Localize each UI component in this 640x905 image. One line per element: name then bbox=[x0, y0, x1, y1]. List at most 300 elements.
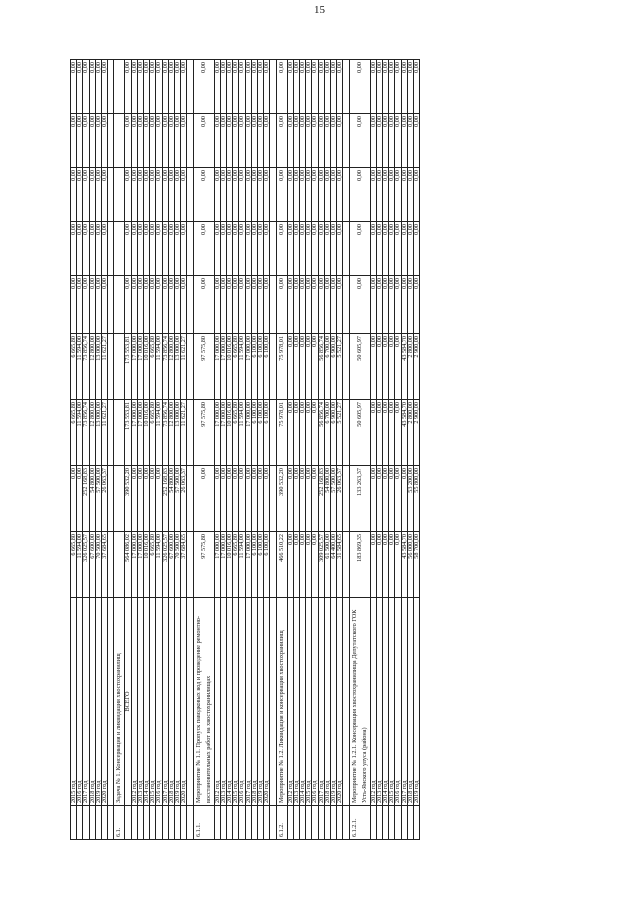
value-cell: 0,00 bbox=[168, 276, 174, 334]
value-cell: 0,00 bbox=[401, 114, 407, 168]
value-cell: 17 000,00 bbox=[245, 334, 251, 400]
value-cell: 11 594,00 bbox=[156, 400, 162, 466]
value-cell: 0,00 bbox=[144, 466, 150, 532]
value-cell: 0,00 bbox=[239, 60, 245, 114]
value-cell: 0,00 bbox=[181, 60, 187, 114]
value-cell: 0,00 bbox=[245, 222, 251, 276]
value-cell: 0,00 bbox=[383, 400, 389, 466]
row-label: 2015 год bbox=[389, 598, 395, 806]
value-cell: 73 856,74 bbox=[162, 334, 168, 400]
value-cell: 0,00 bbox=[162, 222, 168, 276]
value-cell: 252 168,83 bbox=[83, 466, 89, 532]
row-label: 2018 год bbox=[251, 598, 257, 806]
value-cell: 0,00 bbox=[168, 60, 174, 114]
value-cell: 6 665,80 bbox=[71, 334, 77, 400]
value-cell: 0,00 bbox=[258, 222, 264, 276]
row-label: 2013 год bbox=[376, 598, 382, 806]
value-cell: 10 016,00 bbox=[227, 400, 233, 466]
row-label: Мероприятие № 1.2.1. Консервация хвостохранилища Депутатского ГОК Усть-Янского улуса (района) bbox=[349, 598, 370, 806]
value-cell: 0,00 bbox=[376, 532, 382, 598]
value-cell: 2 900,00 bbox=[414, 334, 420, 400]
value-cell: 0,00 bbox=[389, 334, 395, 400]
value-cell: 0,00 bbox=[175, 276, 181, 334]
value-cell: 0,00 bbox=[77, 60, 83, 114]
row-label: 2019 год bbox=[331, 598, 337, 806]
value-cell: 0,00 bbox=[156, 114, 162, 168]
value-cell bbox=[114, 532, 125, 598]
row-label: ВСЕГО bbox=[125, 598, 131, 806]
value-cell: 0,00 bbox=[331, 222, 337, 276]
value-cell: 0,00 bbox=[383, 114, 389, 168]
value-cell: 0,00 bbox=[306, 334, 312, 400]
value-cell: 0,00 bbox=[131, 466, 137, 532]
value-cell: 0,00 bbox=[131, 222, 137, 276]
value-cell: 0,00 bbox=[214, 60, 220, 114]
section-row bbox=[193, 60, 214, 840]
value-cell: 70 500,00 bbox=[175, 532, 181, 598]
value-cell: 6 100,00 bbox=[258, 532, 264, 598]
budget-table bbox=[70, 59, 420, 840]
row-label: 2017 год bbox=[245, 598, 251, 806]
value-cell: 54 800,00 bbox=[168, 466, 174, 532]
row-label: 2015 год bbox=[71, 598, 77, 806]
value-cell: 0,00 bbox=[370, 334, 376, 400]
value-cell: 466 510,22 bbox=[276, 532, 287, 598]
value-cell bbox=[114, 168, 125, 222]
value-cell: 0,00 bbox=[251, 276, 257, 334]
value-cell: 17 000,00 bbox=[131, 532, 137, 598]
value-cell: 11 594,00 bbox=[239, 532, 245, 598]
row-label: 2019 год bbox=[175, 598, 181, 806]
value-cell: 564 086,02 bbox=[125, 532, 131, 598]
value-cell: 0,00 bbox=[306, 222, 312, 276]
value-cell: 0,00 bbox=[233, 60, 239, 114]
value-cell: 0,00 bbox=[324, 222, 330, 276]
value-cell: 0,00 bbox=[293, 276, 299, 334]
value-cell: 0,00 bbox=[89, 276, 95, 334]
value-cell: 0,00 bbox=[349, 276, 370, 334]
value-cell: 0,00 bbox=[144, 114, 150, 168]
value-cell bbox=[114, 222, 125, 276]
value-cell: 0,00 bbox=[239, 114, 245, 168]
value-cell: 0,00 bbox=[407, 60, 413, 114]
value-cell: 0,00 bbox=[312, 168, 318, 222]
value-cell: 252 168,83 bbox=[318, 466, 324, 532]
value-cell: 0,00 bbox=[214, 168, 220, 222]
value-cell: 0,00 bbox=[175, 114, 181, 168]
value-cell: 6 665,80 bbox=[71, 400, 77, 466]
value-cell: 50 605,97 bbox=[349, 334, 370, 400]
section-row bbox=[114, 60, 125, 840]
row-label: 2015 год bbox=[233, 598, 239, 806]
value-cell: 0,00 bbox=[383, 276, 389, 334]
value-cell: 11 594,00 bbox=[239, 400, 245, 466]
value-cell: 0,00 bbox=[300, 276, 306, 334]
value-cell: 0,00 bbox=[220, 114, 226, 168]
value-cell: 0,00 bbox=[251, 222, 257, 276]
row-label: 2018 год bbox=[89, 598, 95, 806]
value-cell: 0,00 bbox=[245, 276, 251, 334]
row-label: 2019 год bbox=[258, 598, 264, 806]
value-cell: 0,00 bbox=[251, 168, 257, 222]
value-cell: 57 500,00 bbox=[95, 466, 101, 532]
value-cell: 173 553,81 bbox=[125, 334, 131, 400]
value-cell: 0,00 bbox=[137, 276, 143, 334]
value-cell: 0,00 bbox=[401, 466, 407, 532]
value-cell: 0,00 bbox=[125, 114, 131, 168]
value-cell: 326 025,57 bbox=[83, 532, 89, 598]
value-cell: 0,00 bbox=[137, 466, 143, 532]
value-cell: 17 000,00 bbox=[214, 532, 220, 598]
value-cell: 0,00 bbox=[383, 222, 389, 276]
value-cell: 0,00 bbox=[389, 60, 395, 114]
value-cell: 11 621,27 bbox=[181, 334, 187, 400]
row-label: 2018 год bbox=[324, 598, 330, 806]
value-cell: 0,00 bbox=[233, 276, 239, 334]
value-cell: 0,00 bbox=[258, 168, 264, 222]
value-cell: 13 000,00 bbox=[175, 400, 181, 466]
value-cell: 0,00 bbox=[395, 466, 401, 532]
value-cell: 0,00 bbox=[300, 466, 306, 532]
value-cell: 54 800,00 bbox=[324, 466, 330, 532]
value-cell: 6 100,00 bbox=[251, 532, 257, 598]
value-cell: 0,00 bbox=[95, 60, 101, 114]
value-cell: 0,00 bbox=[245, 168, 251, 222]
value-cell: 0,00 bbox=[276, 222, 287, 276]
value-cell: 0,00 bbox=[376, 222, 382, 276]
value-cell: 11 621,27 bbox=[102, 334, 108, 400]
value-cell: 0,00 bbox=[144, 168, 150, 222]
value-cell: 0,00 bbox=[77, 466, 83, 532]
value-cell: 58 700,00 bbox=[414, 532, 420, 598]
value-cell: 0,00 bbox=[181, 168, 187, 222]
value-cell: 0,00 bbox=[251, 466, 257, 532]
value-cell: 0,00 bbox=[264, 60, 270, 114]
value-cell: 11 594,00 bbox=[77, 400, 83, 466]
value-cell: 11 594,00 bbox=[77, 334, 83, 400]
value-cell: 0,00 bbox=[71, 222, 77, 276]
value-cell: 0,00 bbox=[95, 168, 101, 222]
value-cell: 6 900,00 bbox=[331, 400, 337, 466]
value-cell: 50 605,97 bbox=[349, 400, 370, 466]
value-cell: 173 553,81 bbox=[125, 400, 131, 466]
value-cell: 6 100,00 bbox=[251, 400, 257, 466]
value-cell: 55 800,00 bbox=[414, 466, 420, 532]
value-cell: 0,00 bbox=[401, 60, 407, 114]
row-label: 2012 год bbox=[370, 598, 376, 806]
value-cell: 0,00 bbox=[193, 114, 214, 168]
value-cell: 0,00 bbox=[300, 114, 306, 168]
value-cell: 13 000,00 bbox=[95, 400, 101, 466]
value-cell: 6 665,80 bbox=[233, 400, 239, 466]
value-cell: 0,00 bbox=[287, 60, 293, 114]
row-label: 2018 год bbox=[407, 598, 413, 806]
value-cell: 0,00 bbox=[324, 168, 330, 222]
value-cell: 0,00 bbox=[227, 60, 233, 114]
value-cell: 17 000,00 bbox=[245, 400, 251, 466]
value-cell: 0,00 bbox=[258, 114, 264, 168]
row-code: 6.1.2.1. bbox=[349, 806, 370, 840]
value-cell: 0,00 bbox=[131, 168, 137, 222]
row-label: 2018 год bbox=[168, 598, 174, 806]
value-cell: 0,00 bbox=[77, 168, 83, 222]
value-cell: 0,00 bbox=[162, 114, 168, 168]
value-cell: 0,00 bbox=[293, 400, 299, 466]
value-cell: 0,00 bbox=[331, 60, 337, 114]
value-cell: 2 800,00 bbox=[407, 400, 413, 466]
value-cell: 0,00 bbox=[395, 222, 401, 276]
value-cell: 0,00 bbox=[125, 60, 131, 114]
value-cell: 0,00 bbox=[383, 466, 389, 532]
value-cell bbox=[114, 400, 125, 466]
value-cell: 53 200,00 bbox=[407, 466, 413, 532]
section-row bbox=[349, 60, 370, 840]
value-cell: 0,00 bbox=[89, 222, 95, 276]
value-cell: 0,00 bbox=[318, 114, 324, 168]
value-cell: 0,00 bbox=[376, 114, 382, 168]
value-cell: 0,00 bbox=[125, 222, 131, 276]
value-cell: 37 684,65 bbox=[181, 532, 187, 598]
value-cell: 6 700,00 bbox=[324, 334, 330, 400]
value-cell: 0,00 bbox=[376, 466, 382, 532]
value-cell: 0,00 bbox=[251, 114, 257, 168]
value-cell: 73 856,74 bbox=[83, 334, 89, 400]
value-cell: 390 532,20 bbox=[125, 466, 131, 532]
value-cell: 0,00 bbox=[245, 60, 251, 114]
value-cell: 0,00 bbox=[312, 222, 318, 276]
value-cell: 0,00 bbox=[239, 168, 245, 222]
value-cell: 0,00 bbox=[383, 532, 389, 598]
value-cell: 0,00 bbox=[395, 168, 401, 222]
value-cell: 0,00 bbox=[376, 168, 382, 222]
value-cell bbox=[114, 466, 125, 532]
value-cell: 0,00 bbox=[312, 60, 318, 114]
value-cell: 0,00 bbox=[331, 276, 337, 334]
value-cell: 0,00 bbox=[239, 276, 245, 334]
value-cell: 11 621,27 bbox=[181, 400, 187, 466]
value-cell: 326 025,57 bbox=[162, 532, 168, 598]
value-cell: 0,00 bbox=[150, 466, 156, 532]
value-cell: 0,00 bbox=[376, 60, 382, 114]
value-cell: 97 575,80 bbox=[193, 334, 214, 400]
value-cell bbox=[114, 114, 125, 168]
row-label: 2015 год bbox=[306, 598, 312, 806]
value-cell: 390 532,20 bbox=[276, 466, 287, 532]
value-cell: 0,00 bbox=[389, 466, 395, 532]
value-cell: 0,00 bbox=[376, 276, 382, 334]
value-cell: 6 100,00 bbox=[264, 334, 270, 400]
value-cell: 0,00 bbox=[306, 466, 312, 532]
value-cell: 0,00 bbox=[181, 222, 187, 276]
value-cell: 17 000,00 bbox=[214, 334, 220, 400]
value-cell: 0,00 bbox=[407, 222, 413, 276]
value-cell: 309 025,57 bbox=[318, 532, 324, 598]
value-cell: 0,00 bbox=[331, 168, 337, 222]
value-cell: 0,00 bbox=[370, 222, 376, 276]
value-cell: 0,00 bbox=[287, 114, 293, 168]
row-label: 2019 год bbox=[414, 598, 420, 806]
value-cell: 73 856,74 bbox=[83, 400, 89, 466]
value-cell: 0,00 bbox=[214, 114, 220, 168]
value-cell: 26 063,37 bbox=[181, 466, 187, 532]
value-cell: 0,00 bbox=[264, 466, 270, 532]
value-cell: 67 600,00 bbox=[168, 532, 174, 598]
value-cell: 0,00 bbox=[220, 60, 226, 114]
value-cell: 0,00 bbox=[395, 532, 401, 598]
value-cell: 6 100,00 bbox=[251, 334, 257, 400]
value-cell: 0,00 bbox=[401, 222, 407, 276]
value-cell: 10 016,00 bbox=[144, 532, 150, 598]
value-cell: 0,00 bbox=[300, 532, 306, 598]
value-cell: 0,00 bbox=[227, 168, 233, 222]
value-cell: 0,00 bbox=[71, 60, 77, 114]
value-cell: 0,00 bbox=[227, 222, 233, 276]
value-cell: 17 000,00 bbox=[131, 400, 137, 466]
value-cell: 0,00 bbox=[162, 60, 168, 114]
value-cell: 37 684,65 bbox=[102, 532, 108, 598]
value-cell: 6 100,00 bbox=[264, 532, 270, 598]
value-cell: 10 016,00 bbox=[227, 532, 233, 598]
value-cell: 0,00 bbox=[193, 276, 214, 334]
value-cell: 0,00 bbox=[318, 222, 324, 276]
value-cell: 0,00 bbox=[102, 168, 108, 222]
value-cell: 57 500,00 bbox=[175, 466, 181, 532]
value-cell: 252 168,83 bbox=[162, 466, 168, 532]
row-label: 2013 год bbox=[293, 598, 299, 806]
value-cell: 0,00 bbox=[401, 276, 407, 334]
value-cell: 0,00 bbox=[287, 400, 293, 466]
value-cell: 0,00 bbox=[349, 114, 370, 168]
value-cell: 0,00 bbox=[71, 466, 77, 532]
value-cell: 0,00 bbox=[293, 466, 299, 532]
row-label: 2017 год bbox=[401, 598, 407, 806]
row-code: 6.1. bbox=[114, 806, 125, 840]
value-cell: 0,00 bbox=[227, 466, 233, 532]
value-cell: 0,00 bbox=[102, 222, 108, 276]
value-cell: 0,00 bbox=[220, 222, 226, 276]
value-cell: 0,00 bbox=[276, 114, 287, 168]
value-cell: 0,00 bbox=[401, 168, 407, 222]
value-cell: 0,00 bbox=[89, 60, 95, 114]
value-cell: 6 665,80 bbox=[150, 400, 156, 466]
value-cell: 0,00 bbox=[162, 168, 168, 222]
value-cell: 0,00 bbox=[83, 276, 89, 334]
value-cell: 0,00 bbox=[233, 466, 239, 532]
value-cell: 0,00 bbox=[293, 222, 299, 276]
value-cell: 5 521,27 bbox=[337, 334, 343, 400]
value-cell: 0,00 bbox=[150, 168, 156, 222]
value-cell: 0,00 bbox=[168, 222, 174, 276]
value-cell: 0,00 bbox=[300, 168, 306, 222]
value-cell: 0,00 bbox=[245, 114, 251, 168]
value-cell: 0,00 bbox=[264, 168, 270, 222]
value-cell: 0,00 bbox=[395, 114, 401, 168]
value-cell: 0,00 bbox=[337, 222, 343, 276]
value-cell: 0,00 bbox=[144, 60, 150, 114]
value-cell: 0,00 bbox=[102, 276, 108, 334]
row-label: 2016 год bbox=[395, 598, 401, 806]
value-cell: 56 856,74 bbox=[318, 334, 324, 400]
value-cell bbox=[114, 334, 125, 400]
value-cell: 43 584,70 bbox=[401, 532, 407, 598]
value-cell: 0,00 bbox=[276, 168, 287, 222]
value-cell: 0,00 bbox=[389, 276, 395, 334]
value-cell: 0,00 bbox=[214, 466, 220, 532]
value-cell: 0,00 bbox=[102, 114, 108, 168]
value-cell: 0,00 bbox=[137, 60, 143, 114]
value-cell: 0,00 bbox=[324, 60, 330, 114]
value-cell: 0,00 bbox=[258, 60, 264, 114]
value-cell: 6 665,80 bbox=[150, 532, 156, 598]
value-cell: 0,00 bbox=[287, 532, 293, 598]
value-cell: 0,00 bbox=[251, 60, 257, 114]
value-cell: 0,00 bbox=[395, 400, 401, 466]
value-cell: 0,00 bbox=[156, 168, 162, 222]
value-cell: 0,00 bbox=[306, 168, 312, 222]
value-cell: 0,00 bbox=[287, 466, 293, 532]
value-cell: 10 016,00 bbox=[144, 334, 150, 400]
value-cell: 0,00 bbox=[150, 276, 156, 334]
value-cell: 133 263,37 bbox=[349, 466, 370, 532]
value-cell: 0,00 bbox=[175, 222, 181, 276]
value-cell: 0,00 bbox=[175, 168, 181, 222]
value-cell: 0,00 bbox=[150, 114, 156, 168]
value-cell: 0,00 bbox=[131, 114, 137, 168]
value-cell: 43 584,70 bbox=[401, 400, 407, 466]
value-cell: 0,00 bbox=[383, 334, 389, 400]
row-label: Мероприятие № 1.1. Пропуск паводковых вод и проведение ремонтно-восстановительных работ на хвостохранилищах bbox=[193, 598, 214, 806]
value-cell: 5 521,27 bbox=[337, 400, 343, 466]
value-cell: 70 500,00 bbox=[95, 532, 101, 598]
value-cell: 0,00 bbox=[318, 276, 324, 334]
value-cell: 0,00 bbox=[287, 168, 293, 222]
value-cell: 0,00 bbox=[414, 276, 420, 334]
value-cell: 0,00 bbox=[233, 168, 239, 222]
value-cell: 0,00 bbox=[337, 276, 343, 334]
value-cell: 0,00 bbox=[214, 222, 220, 276]
value-cell: 0,00 bbox=[83, 114, 89, 168]
value-cell: 0,00 bbox=[89, 168, 95, 222]
value-cell: 0,00 bbox=[376, 400, 382, 466]
value-cell: 0,00 bbox=[137, 222, 143, 276]
value-cell bbox=[114, 60, 125, 114]
value-cell: 17 000,00 bbox=[137, 400, 143, 466]
value-cell: 10 016,00 bbox=[144, 400, 150, 466]
value-cell: 0,00 bbox=[220, 466, 226, 532]
value-cell: 54 800,00 bbox=[89, 466, 95, 532]
row-label: 2016 год bbox=[239, 598, 245, 806]
value-cell: 0,00 bbox=[370, 114, 376, 168]
value-cell: 0,00 bbox=[95, 114, 101, 168]
value-cell: 0,00 bbox=[95, 222, 101, 276]
value-cell: 17 000,00 bbox=[137, 532, 143, 598]
row-label: 2020 год bbox=[102, 598, 108, 806]
value-cell: 0,00 bbox=[71, 168, 77, 222]
value-cell: 0,00 bbox=[337, 114, 343, 168]
row-label: 2016 год bbox=[312, 598, 318, 806]
row-label: 2014 год bbox=[300, 598, 306, 806]
value-cell: 0,00 bbox=[389, 114, 395, 168]
value-cell: 0,00 bbox=[300, 60, 306, 114]
value-cell: 0,00 bbox=[276, 60, 287, 114]
value-cell: 0,00 bbox=[306, 276, 312, 334]
value-cell: 31 584,65 bbox=[337, 532, 343, 598]
value-cell: 0,00 bbox=[89, 114, 95, 168]
value-cell: 0,00 bbox=[414, 222, 420, 276]
value-cell: 57 500,00 bbox=[331, 466, 337, 532]
value-cell: 17 000,00 bbox=[220, 334, 226, 400]
value-cell: 12 800,00 bbox=[168, 400, 174, 466]
